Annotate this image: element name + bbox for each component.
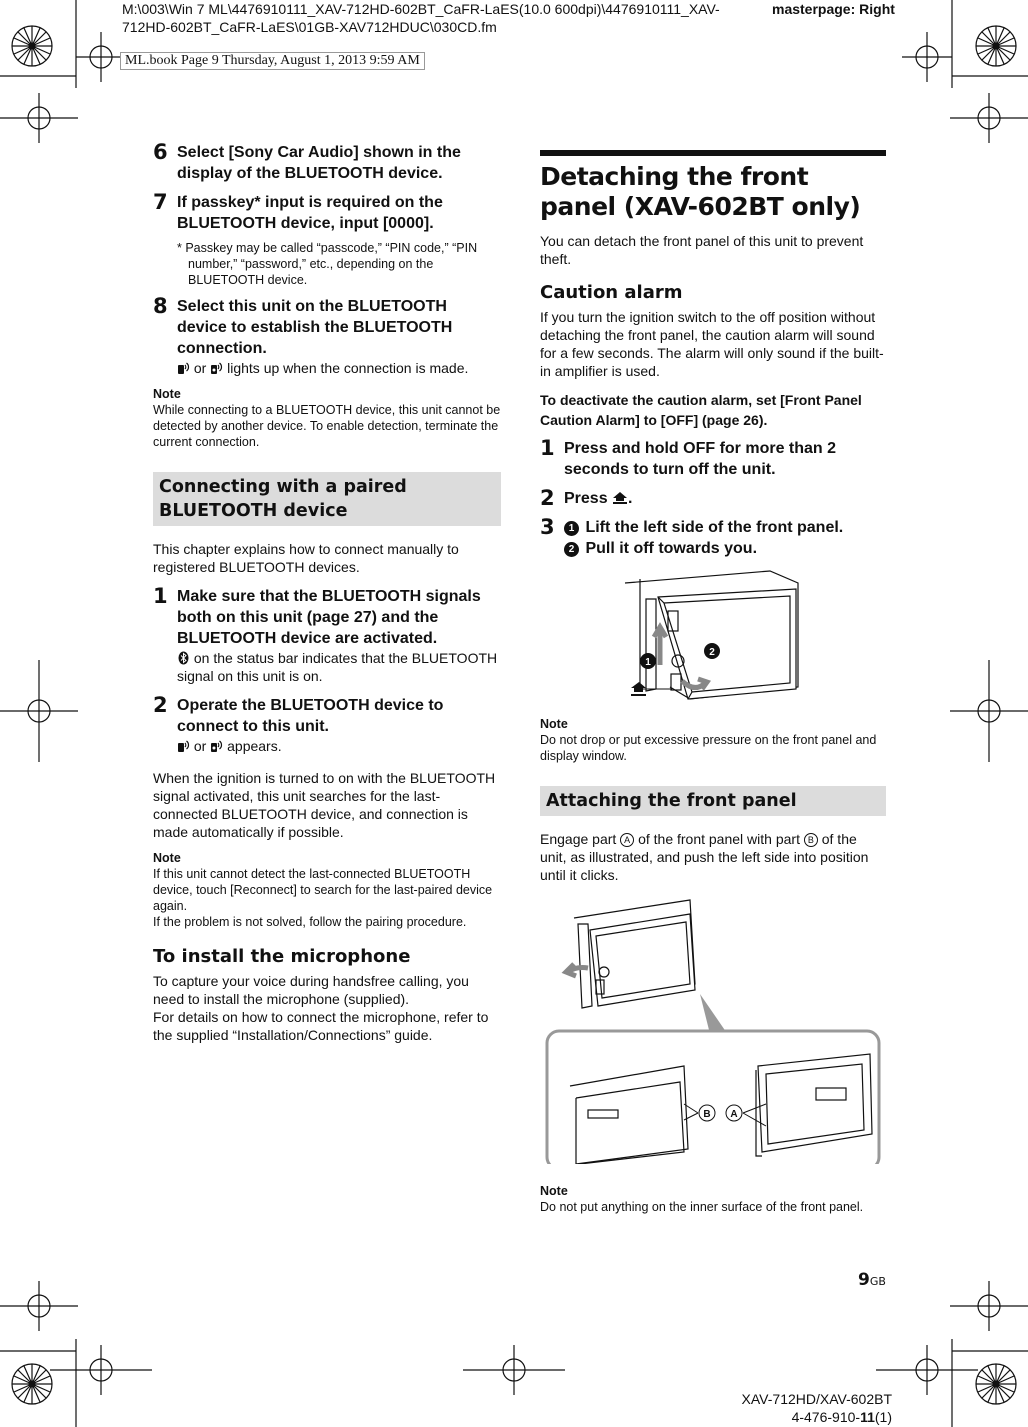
file-path bbox=[122, 0, 742, 36]
figure-marker-2: 2 bbox=[709, 647, 715, 658]
auto-connect-paragraph: When the ignition is turned to on with the BLUETOOTH signal activated, this unit searches for the last-connected BLUETOOTH device, and connection is made automatically if possible. bbox=[153, 770, 496, 840]
model-name: XAV-712HD/XAV-602BT bbox=[741, 1391, 892, 1407]
note-body: Do not drop or put excessive pressure on the front panel and display window. bbox=[540, 733, 877, 763]
step-8 bbox=[153, 296, 501, 377]
attach-text-2: of the front panel with part bbox=[638, 831, 800, 847]
step-7 bbox=[153, 192, 501, 234]
detach-step-3 bbox=[540, 517, 886, 559]
step-3b-text: Pull it off towards you. bbox=[585, 540, 758, 557]
step-number: 7 bbox=[153, 190, 168, 214]
attach-panel-illustration bbox=[540, 894, 886, 1164]
detach-intro: You can detach the front panel of this unit to prevent theft. bbox=[540, 233, 864, 267]
attach-text-1: Engage part bbox=[540, 831, 617, 847]
file-path-line1: M:\003\Win 7 ML\4476910111_XAV-712HD-602BT_CaFR-LaES(10.0 600dpi)\4476910111_XAV- bbox=[122, 1, 720, 17]
page-number-value: 9 bbox=[858, 1270, 870, 1290]
figure-marker-1: 1 bbox=[645, 657, 651, 668]
microphone-paragraph-1: To capture your voice during handsfree calling, you need to install the microphone (supplied). bbox=[153, 973, 469, 1007]
page-number-suffix: GB bbox=[869, 1275, 886, 1288]
masterpage-label: masterpage: Right bbox=[772, 1, 895, 17]
step-2-detail-text: appears. bbox=[227, 738, 282, 754]
right-column bbox=[540, 142, 886, 1225]
left-column bbox=[153, 142, 501, 1054]
part-code-prefix: 4-476-910- bbox=[791, 1409, 861, 1425]
step-text-a bbox=[564, 517, 886, 538]
page-title: Detaching the front panel (XAV-602BT only) bbox=[540, 150, 886, 222]
step-text: Operate the BLUETOOTH device to connect to this unit. bbox=[177, 697, 444, 735]
passkey-footnote: * Passkey may be called “passcode,” “PIN code,” “PIN number,” “password,” etc., depending on the BLUETOOTH device. bbox=[177, 241, 478, 287]
step-number: 2 bbox=[153, 693, 168, 717]
book-info: ML.book Page 9 Thursday, August 1, 2013 9:59 AM bbox=[120, 52, 425, 70]
marker-1: 1 bbox=[564, 521, 579, 536]
detach-step-2 bbox=[540, 488, 886, 509]
part-b-marker: B bbox=[804, 833, 818, 847]
deactivate-instruction: To deactivate the caution alarm, set [Front Panel Caution Alarm] to [OFF] (page 26). bbox=[540, 392, 862, 428]
step-8-detail bbox=[177, 359, 501, 377]
note-heading: Note bbox=[540, 1184, 568, 1198]
figure-part-a: A bbox=[730, 1109, 738, 1120]
file-path-line2: 712HD-602BT_CaFR-LaES\01GB-XAV712HDUC\030CD.fm bbox=[122, 19, 497, 35]
step-number: 2 bbox=[540, 486, 555, 510]
detach-panel-illustration bbox=[540, 569, 886, 709]
step-text: Select [Sony Car Audio] shown in the display of the BLUETOOTH device. bbox=[177, 144, 461, 182]
or-text: or bbox=[193, 738, 207, 754]
part-a-marker: A bbox=[620, 833, 634, 847]
step-2-detail bbox=[177, 737, 501, 755]
step-text: Press and hold OFF for more than 2 seconds to turn off the unit. bbox=[564, 440, 837, 478]
microphone-heading: To install the microphone bbox=[153, 946, 411, 967]
step-text: If passkey* input is required on the BLUETOOTH device, input [0000]. bbox=[177, 194, 443, 232]
phone-connected-icon bbox=[177, 739, 190, 753]
audio-connected-icon bbox=[210, 739, 223, 753]
paired-step-1 bbox=[153, 586, 501, 685]
note-heading: Note bbox=[153, 387, 181, 401]
step-number: 6 bbox=[153, 140, 168, 164]
step-text-b bbox=[564, 538, 886, 559]
detach-step-1 bbox=[540, 438, 886, 480]
step-text bbox=[564, 488, 886, 509]
step-8-detail-text: lights up when the connection is made. bbox=[227, 360, 469, 376]
note-heading: Note bbox=[153, 851, 181, 865]
section-heading-attach: Attaching the front panel bbox=[540, 786, 886, 816]
step-3a-text: Lift the left side of the front panel. bbox=[585, 519, 844, 536]
section-heading-paired: Connecting with a paired BLUETOOTH device bbox=[153, 472, 501, 526]
attach-instruction bbox=[540, 830, 886, 884]
part-code-bold: 11 bbox=[860, 1409, 875, 1425]
step-number: 1 bbox=[153, 584, 168, 608]
step-6 bbox=[153, 142, 501, 184]
or-text: or bbox=[193, 360, 207, 376]
step-1-detail-text: on the status bar indicates that the BLUETOOTH signal on this unit is on. bbox=[177, 650, 498, 684]
marker-2: 2 bbox=[564, 542, 579, 557]
caution-alarm-body: If you turn the ignition switch to the off position without detaching the front panel, the caution alarm will sound for a few seconds. The alarm will only sound if the built-in amplifier is used. bbox=[540, 309, 884, 379]
step-number: 3 bbox=[540, 515, 555, 539]
attach-text-3: of the unit, as illustrated, and push the left side into position until it clicks. bbox=[540, 831, 869, 883]
step-number: 8 bbox=[153, 294, 168, 318]
page-number bbox=[858, 1270, 886, 1290]
part-code-suffix: (1) bbox=[874, 1409, 892, 1425]
note-body: While connecting to a BLUETOOTH device, this unit cannot be detected by another device. To enable detection, terminate the current connection. bbox=[153, 403, 501, 449]
model-info bbox=[700, 1390, 892, 1426]
phone-connected-icon bbox=[177, 361, 190, 375]
caution-alarm-heading: Caution alarm bbox=[540, 282, 683, 303]
note-body-1: If this unit cannot detect the last-connected BLUETOOTH device, touch [Reconnect] to search for the last-paired device again. bbox=[153, 867, 493, 913]
step-text: Select this unit on the BLUETOOTH device to establish the BLUETOOTH connection. bbox=[177, 298, 453, 357]
note-body-2: If the problem is not solved, follow the pairing procedure. bbox=[153, 915, 467, 929]
audio-connected-icon bbox=[210, 361, 223, 375]
step-1-detail bbox=[177, 649, 501, 685]
press-text: Press bbox=[564, 490, 608, 507]
release-panel-icon bbox=[612, 491, 628, 505]
microphone-paragraph-2: For details on how to connect the microphone, refer to the supplied “Installation/Connections” guide. bbox=[153, 1009, 489, 1043]
step-2-period: . bbox=[628, 490, 633, 507]
paired-step-2 bbox=[153, 695, 501, 755]
section-intro: This chapter explains how to connect manually to registered BLUETOOTH devices. bbox=[153, 541, 459, 575]
step-text: Make sure that the BLUETOOTH signals both on this unit (page 27) and the BLUETOOTH device are activated. bbox=[177, 588, 481, 647]
note-heading: Note bbox=[540, 717, 568, 731]
step-number: 1 bbox=[540, 436, 555, 460]
figure-part-b: B bbox=[703, 1109, 711, 1120]
note-body: Do not put anything on the inner surface of the front panel. bbox=[540, 1200, 864, 1214]
bluetooth-icon bbox=[177, 651, 190, 665]
part-code bbox=[700, 1408, 892, 1426]
